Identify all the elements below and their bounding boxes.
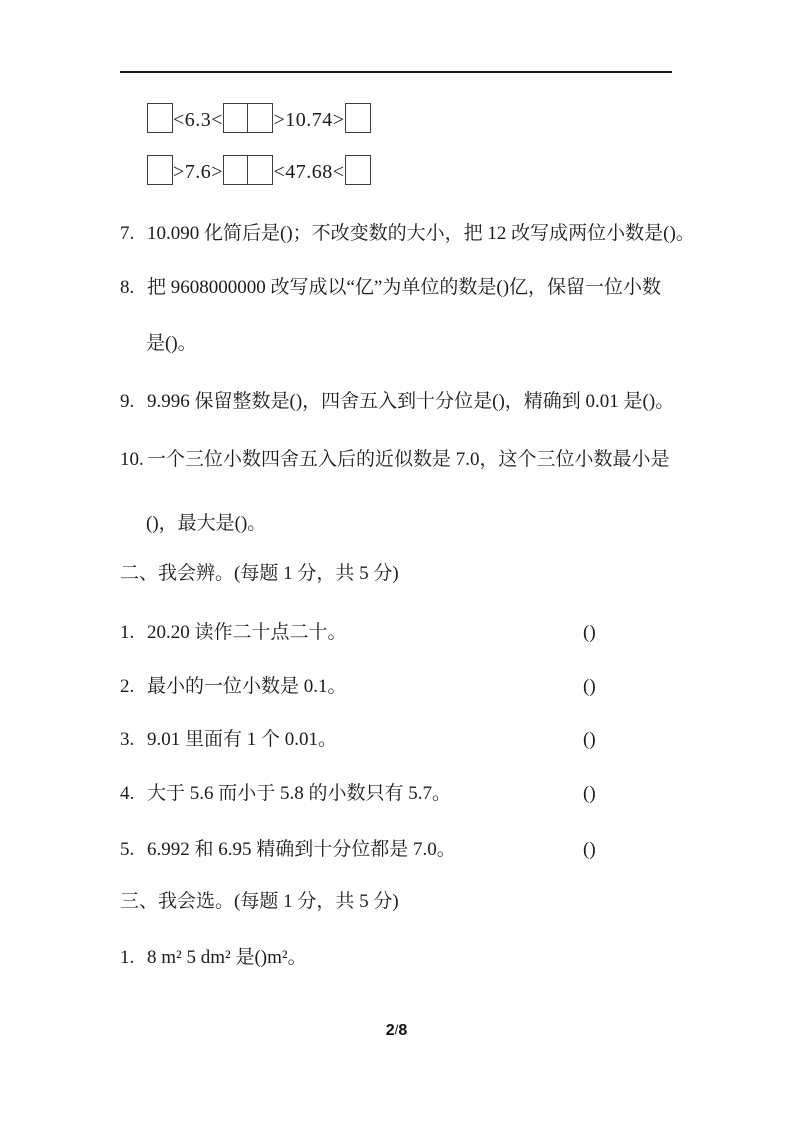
judge-item-3 <box>120 728 680 751</box>
answer-blank: () <box>583 783 596 804</box>
answer-box <box>147 103 173 133</box>
total-pages: 8 <box>398 1022 408 1039</box>
question-10 <box>120 448 680 471</box>
section-title: 二、我会辨。(每题 1 分，共 5 分) <box>120 563 399 584</box>
section-choice-title <box>120 890 680 913</box>
question-number: 8. <box>120 277 135 298</box>
question-text: 是()。 <box>146 333 197 354</box>
item-text: 9.01 里面有 1 个 0.01。 <box>147 729 338 750</box>
question-number: 10. <box>120 449 144 470</box>
page-separator: / <box>394 1022 399 1037</box>
compare-text: >10.74> <box>273 109 345 131</box>
answer-box <box>345 155 371 185</box>
item-number: 5. <box>120 839 135 860</box>
item-text: 8 m² 5 dm² 是()m²。 <box>147 947 307 968</box>
compare-row-2 <box>147 153 371 185</box>
question-8 <box>120 276 680 299</box>
judge-item-1 <box>120 621 680 644</box>
judge-item-2 <box>120 675 680 698</box>
answer-blank: () <box>583 839 596 860</box>
question-8-continuation <box>146 332 706 355</box>
item-text: 最小的一位小数是 0.1。 <box>147 676 347 697</box>
header-divider <box>120 71 672 73</box>
question-text: 把 9608000000 改写成以“亿”为单位的数是()亿，保留一位小数 <box>147 277 662 298</box>
compare-text: <6.3< <box>173 109 224 131</box>
answer-blank: () <box>583 729 596 750</box>
answer-box <box>147 155 173 185</box>
question-number: 9. <box>120 391 135 412</box>
judge-item-5 <box>120 838 680 861</box>
section-title: 三、我会选。(每题 1 分，共 5 分) <box>120 891 399 912</box>
compare-row-1 <box>147 101 371 133</box>
section-judge-title <box>120 562 680 585</box>
question-text: ()，最大是()。 <box>146 513 267 534</box>
question-7 <box>120 222 695 245</box>
item-number: 2. <box>120 676 135 697</box>
question-number: 7. <box>120 223 135 244</box>
item-number: 1. <box>120 622 135 643</box>
item-text: 大于 5.6 而小于 5.8 的小数只有 5.7。 <box>147 783 452 804</box>
judge-item-4 <box>120 782 680 805</box>
question-9 <box>120 390 680 413</box>
current-page: 2 <box>385 1022 395 1039</box>
item-text: 20.20 读作二十点二十。 <box>147 622 347 643</box>
page-number <box>0 1022 793 1040</box>
answer-blank: () <box>583 622 596 643</box>
answer-box-pair <box>223 155 273 185</box>
compare-text: <47.68< <box>273 161 345 183</box>
item-text: 6.992 和 6.95 精确到十分位都是 7.0。 <box>147 839 456 860</box>
answer-box <box>345 103 371 133</box>
question-text: 10.090 化简后是()；不改变数的大小，把 12 改写成两位小数是()。 <box>147 223 695 244</box>
answer-box <box>247 155 273 185</box>
compare-text: >7.6> <box>173 161 224 183</box>
item-number: 1. <box>120 947 135 968</box>
question-text: 9.996 保留整数是()，四舍五入到十分位是()，精确到 0.01 是()。 <box>147 391 675 412</box>
answer-box <box>223 155 249 185</box>
item-number: 4. <box>120 783 135 804</box>
answer-blank: () <box>583 676 596 697</box>
answer-box-pair <box>223 103 273 133</box>
item-number: 3. <box>120 729 135 750</box>
choice-item-1 <box>120 946 680 969</box>
question-text: 一个三位小数四舍五入后的近似数是 7.0，这个三位小数最小是 <box>147 449 670 470</box>
question-10-continuation <box>146 512 706 535</box>
answer-box <box>247 103 273 133</box>
answer-box <box>223 103 249 133</box>
